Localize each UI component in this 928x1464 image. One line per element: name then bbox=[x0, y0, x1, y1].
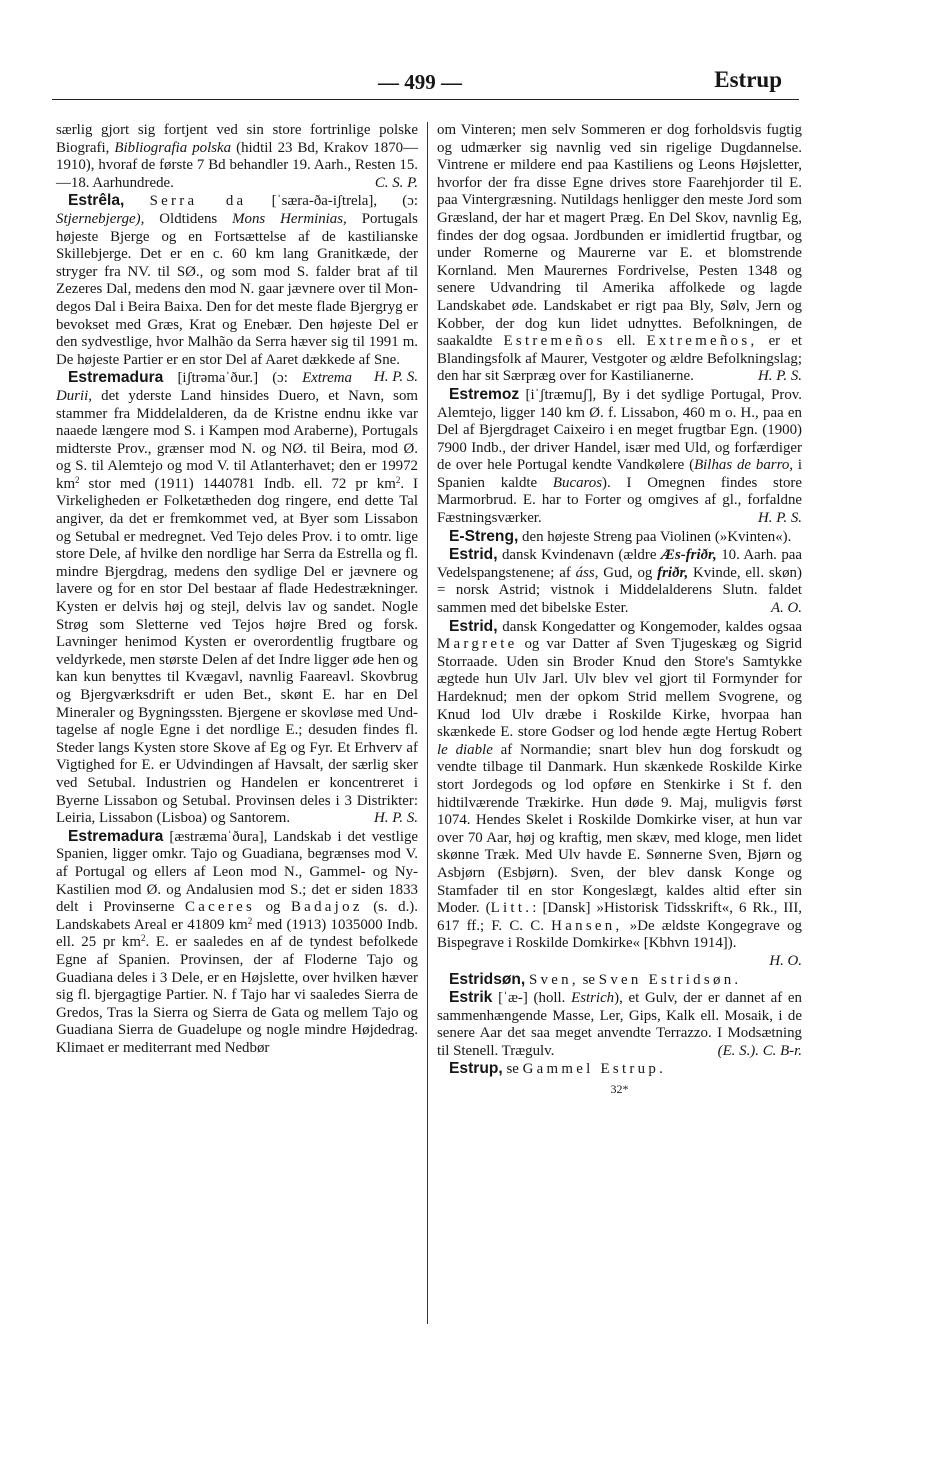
entry-text: Bucaros bbox=[552, 474, 602, 491]
entry-text: : [Dansk] »Historisk Tidsskrift«, 6 Rk., III, 617 ff.; F. C. C. bbox=[437, 900, 803, 934]
entry-text: [iʃtrəmaˈður.] bbox=[177, 370, 259, 387]
running-head: Estrup bbox=[714, 67, 782, 92]
entry-text: og bbox=[265, 899, 281, 916]
entry-text: [æstræmaˈðura], bbox=[169, 828, 268, 845]
entry-text: 2 bbox=[140, 933, 146, 944]
author-signature: H. O. bbox=[769, 952, 802, 969]
entry-text: ). I Omegnen findes store Marmorbrud. E. har to Forter og omgives af gl., forfaldne Fæstningsværker. bbox=[437, 474, 802, 527]
right-column bbox=[437, 122, 802, 1099]
headword: Estrêla, bbox=[68, 192, 125, 210]
entry-text: Sven, bbox=[528, 971, 579, 988]
entry-text: Margrete bbox=[437, 636, 518, 653]
entry-text: Extremeños, bbox=[646, 333, 758, 350]
entry-estrik bbox=[437, 989, 802, 1060]
entry-text: (hidtil 23 Bd, Krakov 1870—1910), hvoraf de første 7 Bd behandler 19. Aarh., Resten 15.—18. Aarhundrede. bbox=[56, 139, 418, 191]
entry-estrid-queen bbox=[437, 618, 802, 971]
headword: Estrup, bbox=[449, 1060, 503, 1078]
entry-text: se bbox=[582, 971, 596, 988]
entry-text: Estrich bbox=[571, 990, 615, 1007]
author-signature: H. P. S. bbox=[374, 369, 418, 386]
entry-text: Extrema Durii, bbox=[56, 370, 352, 404]
column-divider bbox=[427, 122, 428, 1324]
entry-text: og var Datter af Sven Tjugeskæg og Sigrid Storraade. Uden sin Broder Knud den Store's Samtykke ægtede hun Ulv Jarl. Ulv blev vel gjort til Formynder for Hardeknud; men der opkom Strid mellem Svogrene, og Knud lod Ulv dræbe i Roskilde Kirke, hvorpaa han skænkede E. store Godser og lod hende ægte Hertug Robert bbox=[437, 636, 802, 741]
entry-text: le diable bbox=[437, 741, 493, 758]
entry-text: Oldtidens bbox=[159, 210, 218, 227]
entry-text: [ˈæ-] (holl. bbox=[498, 990, 566, 1007]
entry-estremoz bbox=[437, 386, 802, 528]
entry-estrid-name bbox=[437, 546, 802, 617]
author-signature: H. P. S. bbox=[374, 810, 418, 827]
entry-text: det yderste Land hinsides Duero, et Navn, som stammer fra Middelalderen, da de Kristne endnu ikke var naaede længere mod S. i Kampen mod Araberne), Portugals midterste Prov., grænser mod N. og NØ. til Beira, mod Ø. og S. til Alemtejo og mod V. til Atlanterhavet; den er 19972 km bbox=[56, 387, 418, 492]
entry-text: Portugals højeste Bjerge og en Fortsættelse af de kastilianske Skillebjerge. Det er en c. 60 km lang Granitkæde, der stryger fra NV. til SØ., og som mod S. falder brat af til Zezeres Dal, medens den mod N. gaar jævnere over til Mondegos Dal i Beira Baixa. Den for det meste flade Bjergryg er bevokset med Græs, Krat og Enebær. Den højeste Del er den sydvestlige, hvor Malhão da Serra hæver sig til 1991 m. De højeste Partier er en stor Del af Aaret dækkede af Sne. bbox=[56, 210, 418, 368]
entry-text: af Normandie; snart blev hun dog forskudt og vendte tilbage til Danmark. Hun skænkede Roskilde Kirke stort Jordegods og lod opføre en Stenkirke i St f. den hidtilværende Trækirke. Hun døde 9. Maj, muligvis først 1074. Hendes Skelet i Roskilde Domkirke viser, at hun var over 70 Aar, høj og kraftig, men skæv, med kloge, men lidet skønne Træk. Med Ulv havde E. Sønnerne Sven, Bjørn og Asbjørn (Esbjørn). Sven, der blev dansk Konge og Stamfader til en stor Kongeslægt, kaldes altid efter sin Moder. ( bbox=[437, 741, 802, 917]
entry-text: Hansen, bbox=[551, 917, 623, 934]
entry-text: Caceres bbox=[185, 899, 256, 916]
entry-text: Litt. bbox=[490, 900, 533, 917]
entry-text: By i det sydlige Portugal, Prov. Alemtejo, ligger 140 km Ø. f. Lissabon, 460 m o. H., paa en Del af Bjergdraget Caixeiro i en meget frugtbar Egn. (1900) 7900 Indb., der driver Handel, især med Uld, og forfærdiger de over hele Portugal kendte Vandkølere ( bbox=[437, 386, 802, 474]
entry-estrup bbox=[437, 1060, 802, 1079]
entry-text: . I Virkeligheden er Folketætheden dog ringere, end dette Tal angiver, da det er fremkommet ved, at Byer som Lissabon og Setubal er medregnet. Ved Tejo deles Prov. i to omtr. lige store Dele, af hvilke den nordlige har Serra da Estrella og fl. mindre Bjergdrag, medens den sydlige Del er jævnere og lavere og for en stor Del bestaar af flade Hedestrækninger. Kysten er delvis høj og stejl, delvis lav og sandet. Nogle Strøg som Sletterne ved Tejos højre Bred og forsk. Lavninger henimod Kysten er overordentlig frugtbare og veldyrkede, men største Delen af det Indre ligger øde hen og kan kun benyttes til Kvægavl, navnlig Faareavl. Skovbrug og Bjergværksdrift er uden Bet., skønt E. har en Del Mineraler og Bygningssten. Bjergene er skovløse med Undtagelse af nogle Egne i det nordlige E.; desuden findes fl. Steder langs Kysten store Skove af Eg og Fyr. Et Erhverv af Vigtighed for E. er Udvindingen af Havsalt, der særlig sker ved Setubal. Industrien og Handelen er koncentreret i Byerne Lissabon og Setubal. Provinsen deles i 3 Distrikter: Leiria, Lissabon (Lisboa) og Santorem. bbox=[56, 475, 419, 827]
headword: Estremoz bbox=[449, 385, 520, 403]
entry-text: Gud, og bbox=[603, 564, 653, 581]
author-signature: H. P. S. bbox=[758, 510, 802, 527]
entry-text: dansk Kvindenavn (ældre bbox=[501, 547, 657, 564]
page-number: — 499 — bbox=[378, 70, 462, 94]
author-signature: H. P. S. bbox=[758, 368, 802, 385]
headword: Estremadura bbox=[68, 827, 164, 845]
entry-text: den højeste Streng paa Violinen (»Kvinten«). bbox=[522, 528, 792, 545]
entry-text: friðr, bbox=[657, 564, 689, 581]
entry-text: (ɔ: bbox=[402, 193, 418, 210]
entry-text: Kvinde, ell. skøn) = norsk Astrid; vistnok i Middelalderens Slutn. faldet sammen med det bibelske Ester. bbox=[437, 564, 802, 617]
entry-text: se bbox=[506, 1061, 519, 1078]
entry-text: Serra da bbox=[149, 193, 247, 210]
page-header bbox=[0, 62, 928, 102]
entry-text: áss, bbox=[575, 564, 599, 581]
headword: Estridsøn, bbox=[449, 970, 526, 988]
entry-text: i Spanien kaldte bbox=[437, 457, 802, 491]
entry-text: 2 bbox=[75, 474, 80, 485]
entry-estremadura-spain bbox=[56, 828, 418, 1058]
entry-text: Estremeños bbox=[503, 333, 606, 350]
entry-text: 10. Aarh. paa Vedelspangstenene; af bbox=[437, 547, 803, 581]
entry-text: Æs-friðr, bbox=[660, 547, 717, 564]
entry-text: Stjernebjerge), bbox=[56, 210, 145, 227]
signature-mark: 32* bbox=[610, 1082, 629, 1097]
header-rule bbox=[52, 99, 799, 100]
entry-text: er et Blandingsfolk af Maurer, Vestgoter og ældre Befolkningslag; den har sit Særpræg over for Kastilianerne. bbox=[437, 333, 802, 385]
author-signature: C. S. P. bbox=[374, 174, 418, 191]
entry-text: ell. bbox=[616, 333, 636, 350]
entry-text: særlig gjort sig fortjent ved sin store fortrinlige polske Biografi, bbox=[56, 122, 418, 156]
entry-text: Bilhas de barro, bbox=[694, 457, 793, 474]
entry-estremadura-portugal bbox=[56, 369, 418, 827]
entry-e-streng bbox=[437, 528, 802, 547]
entry-text: (s. d.). Landskabets Areal er 41809 km bbox=[56, 899, 418, 933]
entry-continuation bbox=[437, 122, 802, 386]
headword: Estrid, bbox=[449, 617, 498, 635]
entry-text: . E. er saaledes en af de tyndest befolkede Egne af Spanien. Provinsen, der af Floderne Tajo og Guadiana deles i 3 Dele, er en Højslette, over hvilken hæver sig fl. bjergagtige Partier. N. f Tajo har vi saaledes Sierra de Gredos, Tras la Sierra og Sierra de Gata og mellem Tajo og Guadiana Sierra de Guadelupe og nogle mindre Højdedrag. Klimaet er mediterrant med Nedbør bbox=[56, 934, 418, 1056]
entry-text: Gammel Estrup. bbox=[522, 1061, 667, 1078]
entry-text: Bibliografia polska bbox=[114, 139, 232, 156]
entry-text: med (1913) 1035000 Indb. ell. 25 pr km bbox=[56, 916, 419, 951]
entry-text: »De ældste Kongegrave og Bispegrave i Roskilde Domkirke« [Kbhvn 1914]). bbox=[437, 917, 802, 952]
entry-text: Mons Herminias, bbox=[232, 210, 347, 227]
entry-text: 2 bbox=[395, 474, 401, 485]
entry-continuation bbox=[56, 122, 418, 192]
left-column bbox=[56, 122, 418, 1057]
entry-text: Landskab i det vestlige Spanien, ligger omkr. Tajo og Guadiana, begrænses mod V. af Portugal og ellers af Leon mod N., Gammel- og Ny-Kastilien mod Ø. og Andalusien mod S.; det er siden 1833 delt i Provinserne bbox=[56, 828, 419, 916]
entry-text: dansk Kongedatter og Kongemoder, kaldes ogsaa bbox=[502, 618, 802, 635]
entry-text: Badajoz bbox=[290, 899, 363, 916]
entry-text: ), et Gulv, der er dannet af en sammenhængende Masse, Ler, Gips, Kalk ell. Mosaik, i de senere Aar det saa meget anvendte Terrazzo. I Modsætning til Stenell. Trægulv. bbox=[437, 990, 802, 1059]
entry-text: (ɔ: bbox=[272, 370, 288, 387]
entry-text: [iˈʃtræmuʃ], bbox=[525, 386, 597, 403]
headword: Estremadura bbox=[68, 369, 164, 387]
author-signature: (E. S.). C. B-r. bbox=[717, 1042, 802, 1059]
entry-estridson bbox=[437, 971, 802, 990]
author-signature: A. O. bbox=[770, 600, 802, 617]
headword: Estrid, bbox=[449, 546, 498, 564]
entry-text: stor med (1911) 1440781 Indb. ell. 72 pr km bbox=[88, 475, 396, 492]
entry-text: Sven Estridsøn. bbox=[598, 971, 742, 988]
entry-text: 2 bbox=[247, 915, 253, 926]
entry-text: [ˈsæra-ða-iʃtrela], bbox=[271, 193, 378, 210]
entry-text: om Vinteren; men selv Sommeren er dog forholdsvis fugtig og udmærker sig navnlig ved sin rigelige Dugdannelse. Vintrene er mildere end paa Kastiliens og Leons Højsletter, hvorfor der fra disse Egne drives store Faarehjorder til E. paa Vintergræsning. Nutildags henligger den meste Jord som Græsland, der har et magert Præg. En Del Skov, navnlig Eg, findes der dog ogsaa. Jordbunden er imidlertid frugtbar, og under Romerne og Maurerne var E. et blomstrende Kornland. Men Maurernes Fordrivelse, Pesten 1348 og senere Udvandring til Amerika affolkede og lagde Landskabet øde. Landskabet er rigt paa Bly, Sølv, Jern og Kobber, der dog kun lidet udnyttes. Befolkningen, de saakaldte bbox=[437, 122, 802, 350]
headword: E-Streng, bbox=[449, 527, 519, 545]
headword: Estrik bbox=[449, 989, 493, 1007]
